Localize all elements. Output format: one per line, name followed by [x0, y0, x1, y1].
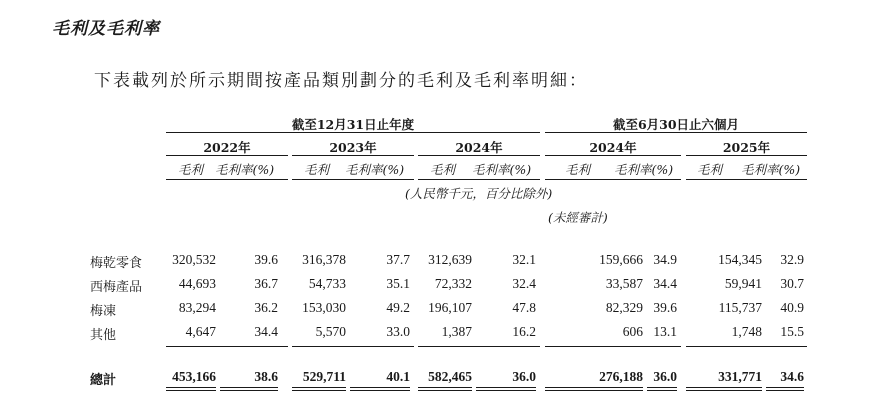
total-gross-profit-cell: 529,711: [302, 369, 346, 384]
total-gross-profit-cell: 276,188: [599, 369, 643, 384]
year-header-5: 2025年: [722, 140, 771, 155]
gross-profit-cell: 44,693: [178, 276, 216, 291]
total-double-underline: [292, 387, 346, 391]
total-margin-cell: 34.6: [780, 369, 804, 384]
year-rule-5: [686, 155, 807, 156]
subheader-gross-profit-1: 毛利: [178, 162, 204, 177]
margin-cell: 13.1: [653, 324, 677, 339]
gross-profit-cell: 59,941: [724, 276, 762, 291]
margin-cell: 37.7: [386, 252, 410, 267]
gross-profit-cell: 1,748: [731, 324, 762, 339]
total-label: 總計: [90, 373, 117, 388]
group-header-annual: 截至12月31日止年度: [291, 117, 415, 132]
gross-profit-cell: 4,647: [185, 324, 216, 339]
margin-cell: 39.6: [254, 252, 278, 267]
total-double-underline: [766, 387, 804, 391]
year-header-2: 2023年: [329, 140, 377, 155]
margin-cell: 30.7: [780, 276, 804, 291]
total-double-underline: [686, 387, 762, 391]
total-gross-profit-cell: 582,465: [428, 369, 472, 384]
gross-profit-cell: 196,107: [428, 300, 472, 315]
subheader-gross-profit-3: 毛利: [430, 162, 456, 177]
gross-profit-cell: 316,378: [302, 252, 346, 267]
gross-profit-cell: 1,387: [441, 324, 472, 339]
margin-cell: 32.9: [780, 252, 804, 267]
gross-profit-cell: 72,332: [434, 276, 472, 291]
gross-profit-cell: 159,666: [599, 252, 643, 267]
gross-profit-cell: 83,294: [178, 300, 216, 315]
section-heading: 毛利及毛利率: [52, 19, 160, 39]
total-gross-profit-cell: 453,166: [172, 369, 216, 384]
gross-profit-cell: 606: [622, 324, 643, 339]
subheader-margin-1: 毛利率(%): [215, 162, 275, 177]
margin-cell: 36.2: [254, 300, 278, 315]
subheader-rule-4: [545, 179, 681, 180]
gross-profit-cell: 5,570: [315, 324, 346, 339]
row-label: 梅乾零食: [90, 256, 143, 271]
total-double-underline: [418, 387, 472, 391]
total-double-underline: [350, 387, 410, 391]
total-double-underline: [476, 387, 536, 391]
year-header-3: 2024年: [455, 140, 503, 155]
group-header-six-months: 截至6月30日止六個月: [612, 117, 740, 132]
subheader-gross-profit-5: 毛利: [697, 162, 723, 177]
subheader-margin-2: 毛利率(%): [345, 162, 405, 177]
gross-profit-cell: 33,587: [605, 276, 643, 291]
subheader-rule-5: [686, 179, 807, 180]
total-top-rule: [166, 346, 288, 347]
margin-cell: 40.9: [780, 300, 804, 315]
group-rule-six-months: [545, 132, 807, 133]
total-double-underline: [220, 387, 278, 391]
total-double-underline: [166, 387, 216, 391]
gross-profit-cell: 54,733: [308, 276, 346, 291]
margin-cell: 32.4: [512, 276, 536, 291]
total-margin-cell: 36.0: [653, 369, 677, 384]
total-margin-cell: 40.1: [386, 369, 410, 384]
gross-profit-cell: 115,737: [718, 300, 762, 315]
margin-cell: 36.7: [254, 276, 278, 291]
total-margin-cell: 36.0: [512, 369, 536, 384]
margin-cell: 35.1: [386, 276, 410, 291]
margin-cell: 16.2: [512, 324, 536, 339]
subheader-gross-profit-4: 毛利: [565, 162, 591, 177]
gross-profit-cell: 312,639: [428, 252, 472, 267]
total-top-rule: [418, 346, 540, 347]
row-label: 西梅產品: [90, 280, 143, 295]
gross-profit-cell: 320,532: [172, 252, 216, 267]
row-label: 其他: [90, 328, 117, 343]
subheader-rule-1: [166, 179, 288, 180]
year-rule-1: [166, 155, 288, 156]
subheader-gross-profit-2: 毛利: [304, 162, 330, 177]
row-label: 梅凍: [90, 304, 117, 319]
total-double-underline: [647, 387, 677, 391]
intro-paragraph: 下表載列於所示期間按產品類別劃分的毛利及毛利率明細：: [94, 71, 588, 91]
subheader-margin-4: 毛利率(%): [614, 162, 674, 177]
margin-cell: 47.8: [512, 300, 536, 315]
total-gross-profit-cell: 331,771: [718, 369, 762, 384]
total-top-rule: [292, 346, 414, 347]
gross-profit-cell: 153,030: [302, 300, 346, 315]
total-double-underline: [545, 387, 643, 391]
year-rule-4: [545, 155, 681, 156]
margin-cell: 34.4: [653, 276, 677, 291]
gross-profit-cell: 82,329: [605, 300, 643, 315]
unit-note: (人民幣千元，百分比除外): [405, 186, 553, 201]
margin-cell: 32.1: [512, 252, 536, 267]
subheader-rule-3: [418, 179, 540, 180]
group-rule-annual: [166, 132, 540, 133]
year-rule-2: [292, 155, 414, 156]
year-header-1: 2022年: [203, 140, 251, 155]
margin-cell: 15.5: [780, 324, 804, 339]
total-margin-cell: 38.6: [254, 369, 278, 384]
gross-profit-cell: 154,345: [718, 252, 762, 267]
margin-cell: 34.4: [254, 324, 278, 339]
subheader-rule-2: [292, 179, 414, 180]
subheader-margin-3: 毛利率(%): [472, 162, 532, 177]
margin-cell: 33.0: [386, 324, 410, 339]
margin-cell: 49.2: [386, 300, 410, 315]
margin-cell: 34.9: [653, 252, 677, 267]
margin-cell: 39.6: [653, 300, 677, 315]
total-top-rule: [545, 346, 681, 347]
total-top-rule: [686, 346, 807, 347]
year-header-4: 2024年: [589, 140, 637, 155]
year-rule-3: [418, 155, 540, 156]
unaudited-note: (未經審計): [548, 210, 608, 225]
subheader-margin-5: 毛利率(%): [741, 162, 801, 177]
